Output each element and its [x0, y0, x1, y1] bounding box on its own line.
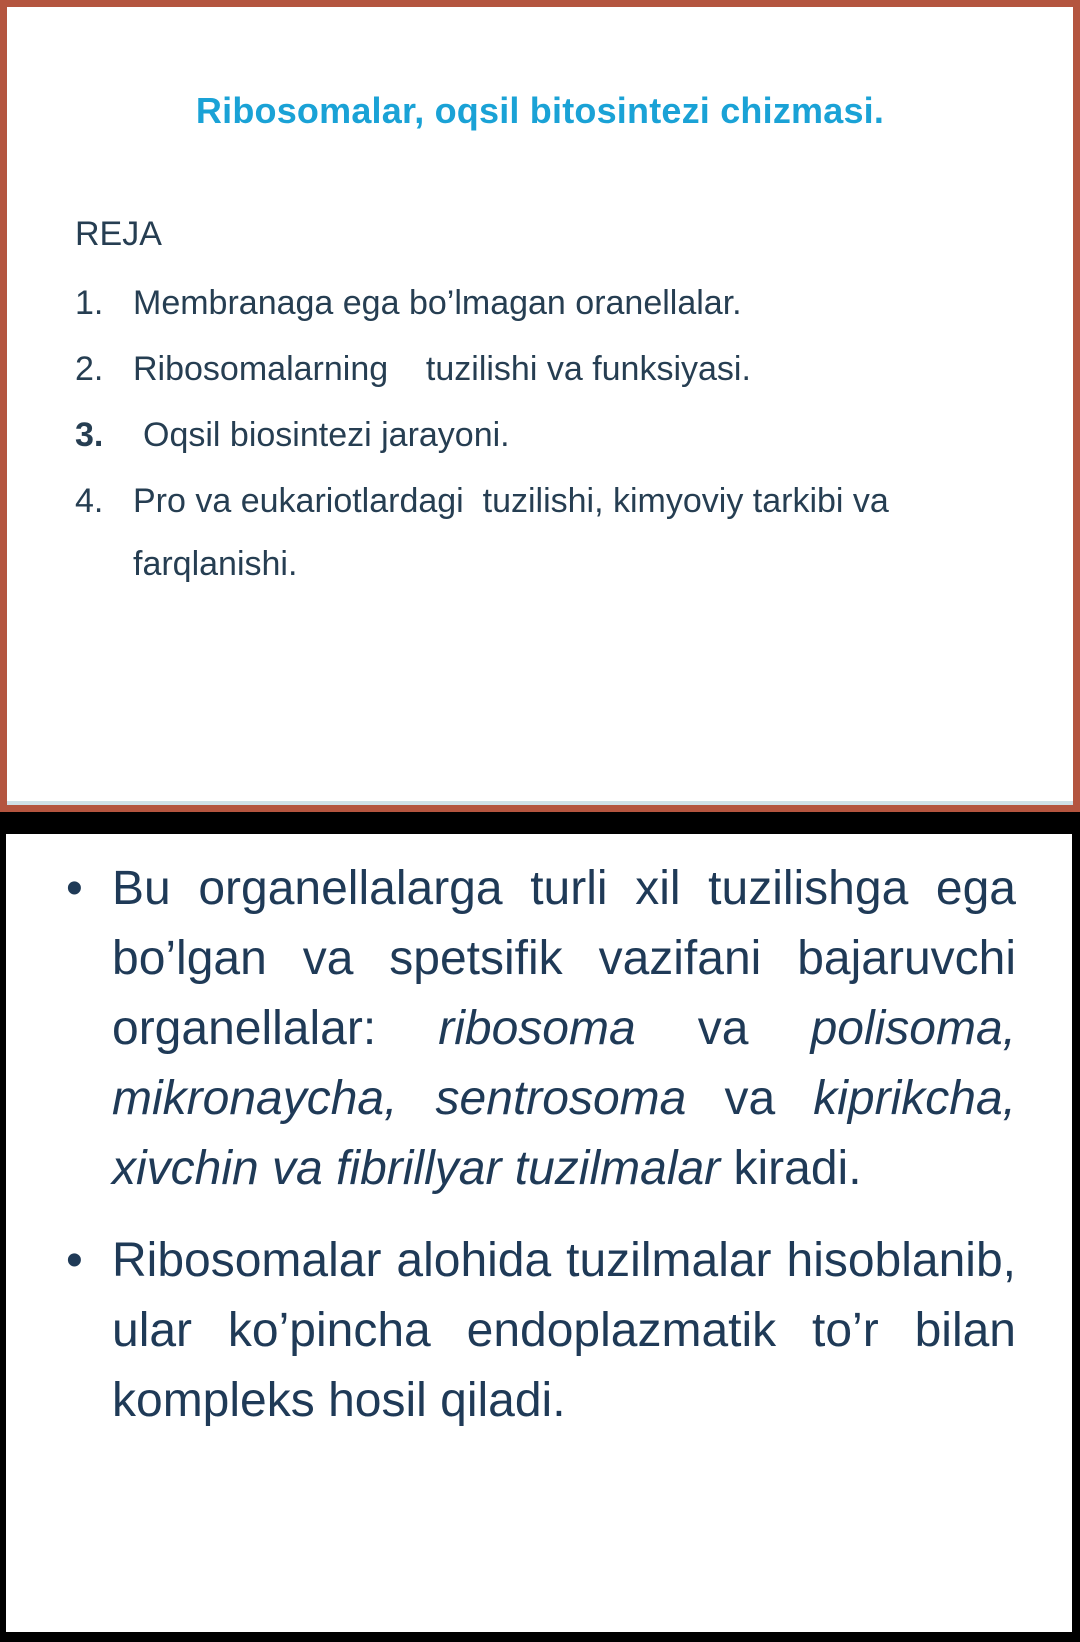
bullet-text-part: va	[635, 1002, 811, 1055]
plan-item-text: Ribosomalarning tuzilishi va funksiyasi.	[133, 350, 751, 388]
bullet-list	[66, 854, 1016, 1458]
plan-item-1	[75, 283, 975, 323]
bullet-dot-icon: •	[66, 862, 83, 915]
bullet-text: Ribosomalar alohida tuzilmalar hisoblanib, ular ko’pincha endoplazmatik to’r bilan kompleks hosil qiladi.	[112, 1234, 1016, 1427]
slide-title: Ribosomalar, oqsil bitosintezi chizmasi.	[195, 90, 885, 131]
slide-bottom-rule	[7, 801, 1073, 805]
plan-item-text: Membranaga ega bo’lmagan oranellalar.	[133, 284, 742, 322]
bullet-text-part: va	[686, 1072, 814, 1125]
bullet-text-italic: ribosoma	[438, 1002, 636, 1055]
bullet-text-italic: kiprikcha, xivchin va fibrillyar tuzilmalar	[112, 1072, 1016, 1195]
bullet-dot-icon: •	[66, 1234, 83, 1287]
bullet-item-1	[66, 854, 1016, 1204]
plan-item-3	[75, 415, 975, 455]
plan-item-number: 4.	[75, 482, 104, 520]
plan-item-4	[75, 481, 975, 596]
slide-organelles	[6, 834, 1072, 1632]
plan-heading: REJA	[75, 215, 162, 253]
bullet-item-2	[66, 1226, 1016, 1436]
slide-plan-content	[7, 7, 1073, 805]
slide-plan	[0, 0, 1080, 812]
plan-item-number: 2.	[75, 350, 104, 388]
plan-item-number: 1.	[75, 284, 104, 322]
plan-item-2	[75, 349, 975, 389]
bullet-text-italic: polisoma, mikronaycha, sentrosoma	[112, 1002, 1017, 1125]
bullet-text	[112, 854, 1016, 1204]
bullet-text-part: Bu organellalarga turli xil tuzilishga ega bo’lgan va spetsifik vazifani bajaruvchi organellalar:	[112, 862, 1016, 1055]
bullet-text-part: kiradi.	[720, 1142, 862, 1195]
plan-item-number: 3.	[75, 416, 104, 454]
plan-item-text: Pro va eukariotlardagi tuzilishi, kimyoviy tarkibi va farqlanishi.	[133, 482, 899, 583]
plan-item-text: Oqsil biosintezi jarayoni.	[143, 416, 510, 454]
plan-list	[75, 283, 975, 622]
